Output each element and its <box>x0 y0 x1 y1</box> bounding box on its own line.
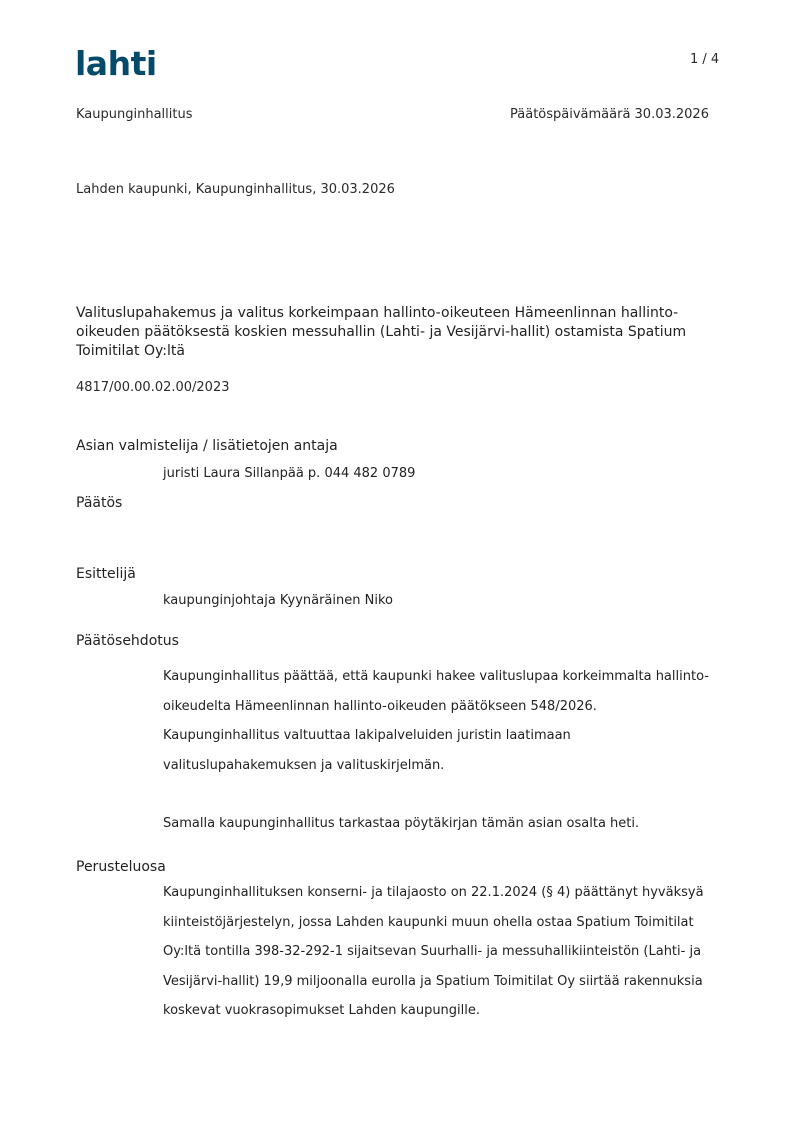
diary-number: 4817/00.00.02.00/2023 <box>76 380 230 395</box>
reasoning-paragraph-1: Kaupunginhallituksen konserni- ja tilajaosto on 22.1.2024 (§ 4) päättänyt hyväksyä kiinteistöjärjestelyn, jossa Lahden kaupunki muun ohella ostaa Spatium Toimitilat Oy:ltä tontilla 398-32-292-1 sijaitsevan Suurhalli- ja messuhallikiinteistön (Lahti- ja Vesijärvi-hallit) 19,9 miljoonalla eurolla ja Spatium Toimitilat Oy siirtää rakennuksia koskevat vuokrasopimukset Lahden kaupungille. <box>163 885 704 1018</box>
lahti-logo: lahti <box>75 44 157 83</box>
proposal-paragraph-3: Samalla kaupunginhallitus tarkastaa pöytäkirjan tämän asian osalta heti. <box>163 816 640 831</box>
organ-name: Kaupunginhallitus <box>76 107 193 122</box>
page-indicator: 1 / 4 <box>690 52 720 67</box>
decision-date: Päätöspäivämäärä 30.03.2026 <box>510 107 709 122</box>
decision-heading: Päätös <box>76 495 123 511</box>
presenter-value: kaupunginjohtaja Kyynäräinen Niko <box>163 593 393 608</box>
proposal-paragraph-1: Kaupunginhallitus päättää, että kaupunki hakee valituslupaa korkeimmalta hallinto-oikeudelta Hämeenlinnan hallinto-oikeuden päätökseen 548/2026. <box>163 669 709 714</box>
meeting-line: Lahden kaupunki, Kaupunginhallitus, 30.03.2026 <box>76 182 395 197</box>
proposal-heading: Päätösehdotus <box>76 633 179 649</box>
proposal-paragraph-2: Kaupunginhallitus valtuuttaa lakipalveluiden juristin laatimaan valituslupahakemuksen ja valituskirjelmän. <box>163 728 571 773</box>
reasoning-heading: Perusteluosa <box>76 859 166 875</box>
presenter-heading: Esittelijä <box>76 566 136 582</box>
preparer-value: juristi Laura Sillanpää p. 044 482 0789 <box>163 466 416 481</box>
preparer-heading: Asian valmistelija / lisätietojen antaja <box>76 438 338 454</box>
case-title: Valituslupahakemus ja valitus korkeimpaan hallinto-oikeuteen Hämeenlinnan hallinto-oikeuden päätöksestä koskien messuhallin (Lahti- ja Vesijärvi-hallit) ostamista Spatium Toimitilat Oy:ltä <box>76 305 687 359</box>
